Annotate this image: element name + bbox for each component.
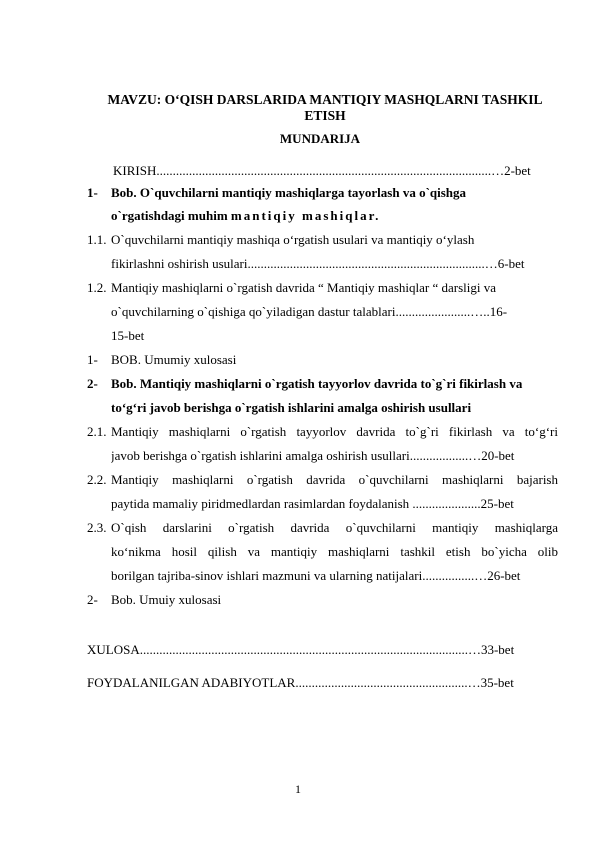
toc-s21-line-2: javob berishga o`rgatish ishlarini amalga oshirish usullari..................…20-bet <box>111 448 515 463</box>
toc-s21-line-1: Mantiqiy mashiqlarni o`rgatish tayyorlov davrida to`g`ri fikirlash va to‘g‘ri <box>111 424 558 439</box>
toc-s23-line-2: ko‘nikma hosil qilish va mantiqiy mashiqlarni tashkil etish bo`yicha olib <box>111 544 558 559</box>
toc-ch1-line-2b: mantiqiy mashiqlar. <box>230 208 381 223</box>
toc-ch1-line-2 <box>111 208 380 223</box>
toc-ch2-line-1: Bob. Mantiqiy mashiqlarni o`rgatish tayyorlov davrida to`g`ri fikirlash va <box>111 376 523 391</box>
toc-s23-line-1: O`qish darslarini o`rgatish davrida o`quvchilarni mantiqiy mashiqlarga <box>111 520 558 535</box>
document-title <box>90 92 560 124</box>
toc-sum2-text: Bob. Umuiy xulosasi <box>111 592 222 607</box>
toc-s12-number: 1.2. <box>87 280 107 295</box>
toc-s11-line-2: fikirlashni oshirish usulari.........................................................................…6-bet <box>111 256 525 271</box>
toc-s22-number: 2.2. <box>87 472 107 487</box>
contents-heading: MUNDARIJA <box>279 131 361 146</box>
toc-references: FOYDALANILGAN ADABIYOTLAR.....................................................…35-bet <box>87 675 514 690</box>
toc-s22-line-1: Mantiqiy mashiqlarni o`rgatish davrida o`quvchilarni mashiqlarni bajarish <box>111 472 558 487</box>
title-line-1: MAVZU: O‘QISH DARSLARIDA MANTIQIY MASHQLARNI TASHKIL <box>107 92 543 107</box>
toc-ch1-line-2a: o`rgatishdagi muhim <box>111 208 231 223</box>
toc-sum1-number: 1- <box>87 352 98 367</box>
toc-s11-number: 1.1. <box>87 232 107 247</box>
toc-s12-line-3: 15-bet <box>111 328 145 343</box>
toc-ch2-line-2: to‘g‘ri javob berishga o`rgatish ishlarini amalga oshirish usullari <box>111 400 472 415</box>
toc-ch1-number: 1- <box>87 185 98 200</box>
toc-s23-line-3: borilgan tajriba-sinov ishlari mazmuni va ularning natijalari................…26-bet <box>111 568 521 583</box>
toc-conclusion: XULOSA.....................................................................................................…33-bet <box>87 642 515 657</box>
toc-s12-line-1: Mantiqiy mashiqlarni o`rgatish davrida “ Mantiqiy mashiqlar “ darsligi va <box>111 280 496 295</box>
toc-s22-line-2: paytida mamaliy piridmedlardan rasimlardan foydalanish .....................25-bet <box>111 496 514 511</box>
toc-ch2-number: 2- <box>87 376 98 391</box>
page-number: 1 <box>295 782 301 796</box>
toc-s11-line-1: O`quvchilarni mantiqiy mashiqa o‘rgatish usulari va mantiqiy o‘ylash <box>111 232 475 247</box>
toc-s21-number: 2.1. <box>87 424 107 439</box>
toc-sum1-text: BOB. Umumiy xulosasi <box>111 352 237 367</box>
title-line-2: ETISH <box>304 108 346 123</box>
toc-s12-line-2: o`quvchilarning o`qishiga qo`yiladigan dastur talablari.......................…..16- <box>111 304 508 319</box>
toc-sum2-number: 2- <box>87 592 98 607</box>
toc-ch1-line-1: Bob. O`quvchilarni mantiqiy mashiqlarga tayorlash va o`qishga <box>111 185 467 200</box>
toc-intro: KIRISH.......................................................................................................…2-bet <box>113 163 531 178</box>
toc-s23-number: 2.3. <box>87 520 107 535</box>
